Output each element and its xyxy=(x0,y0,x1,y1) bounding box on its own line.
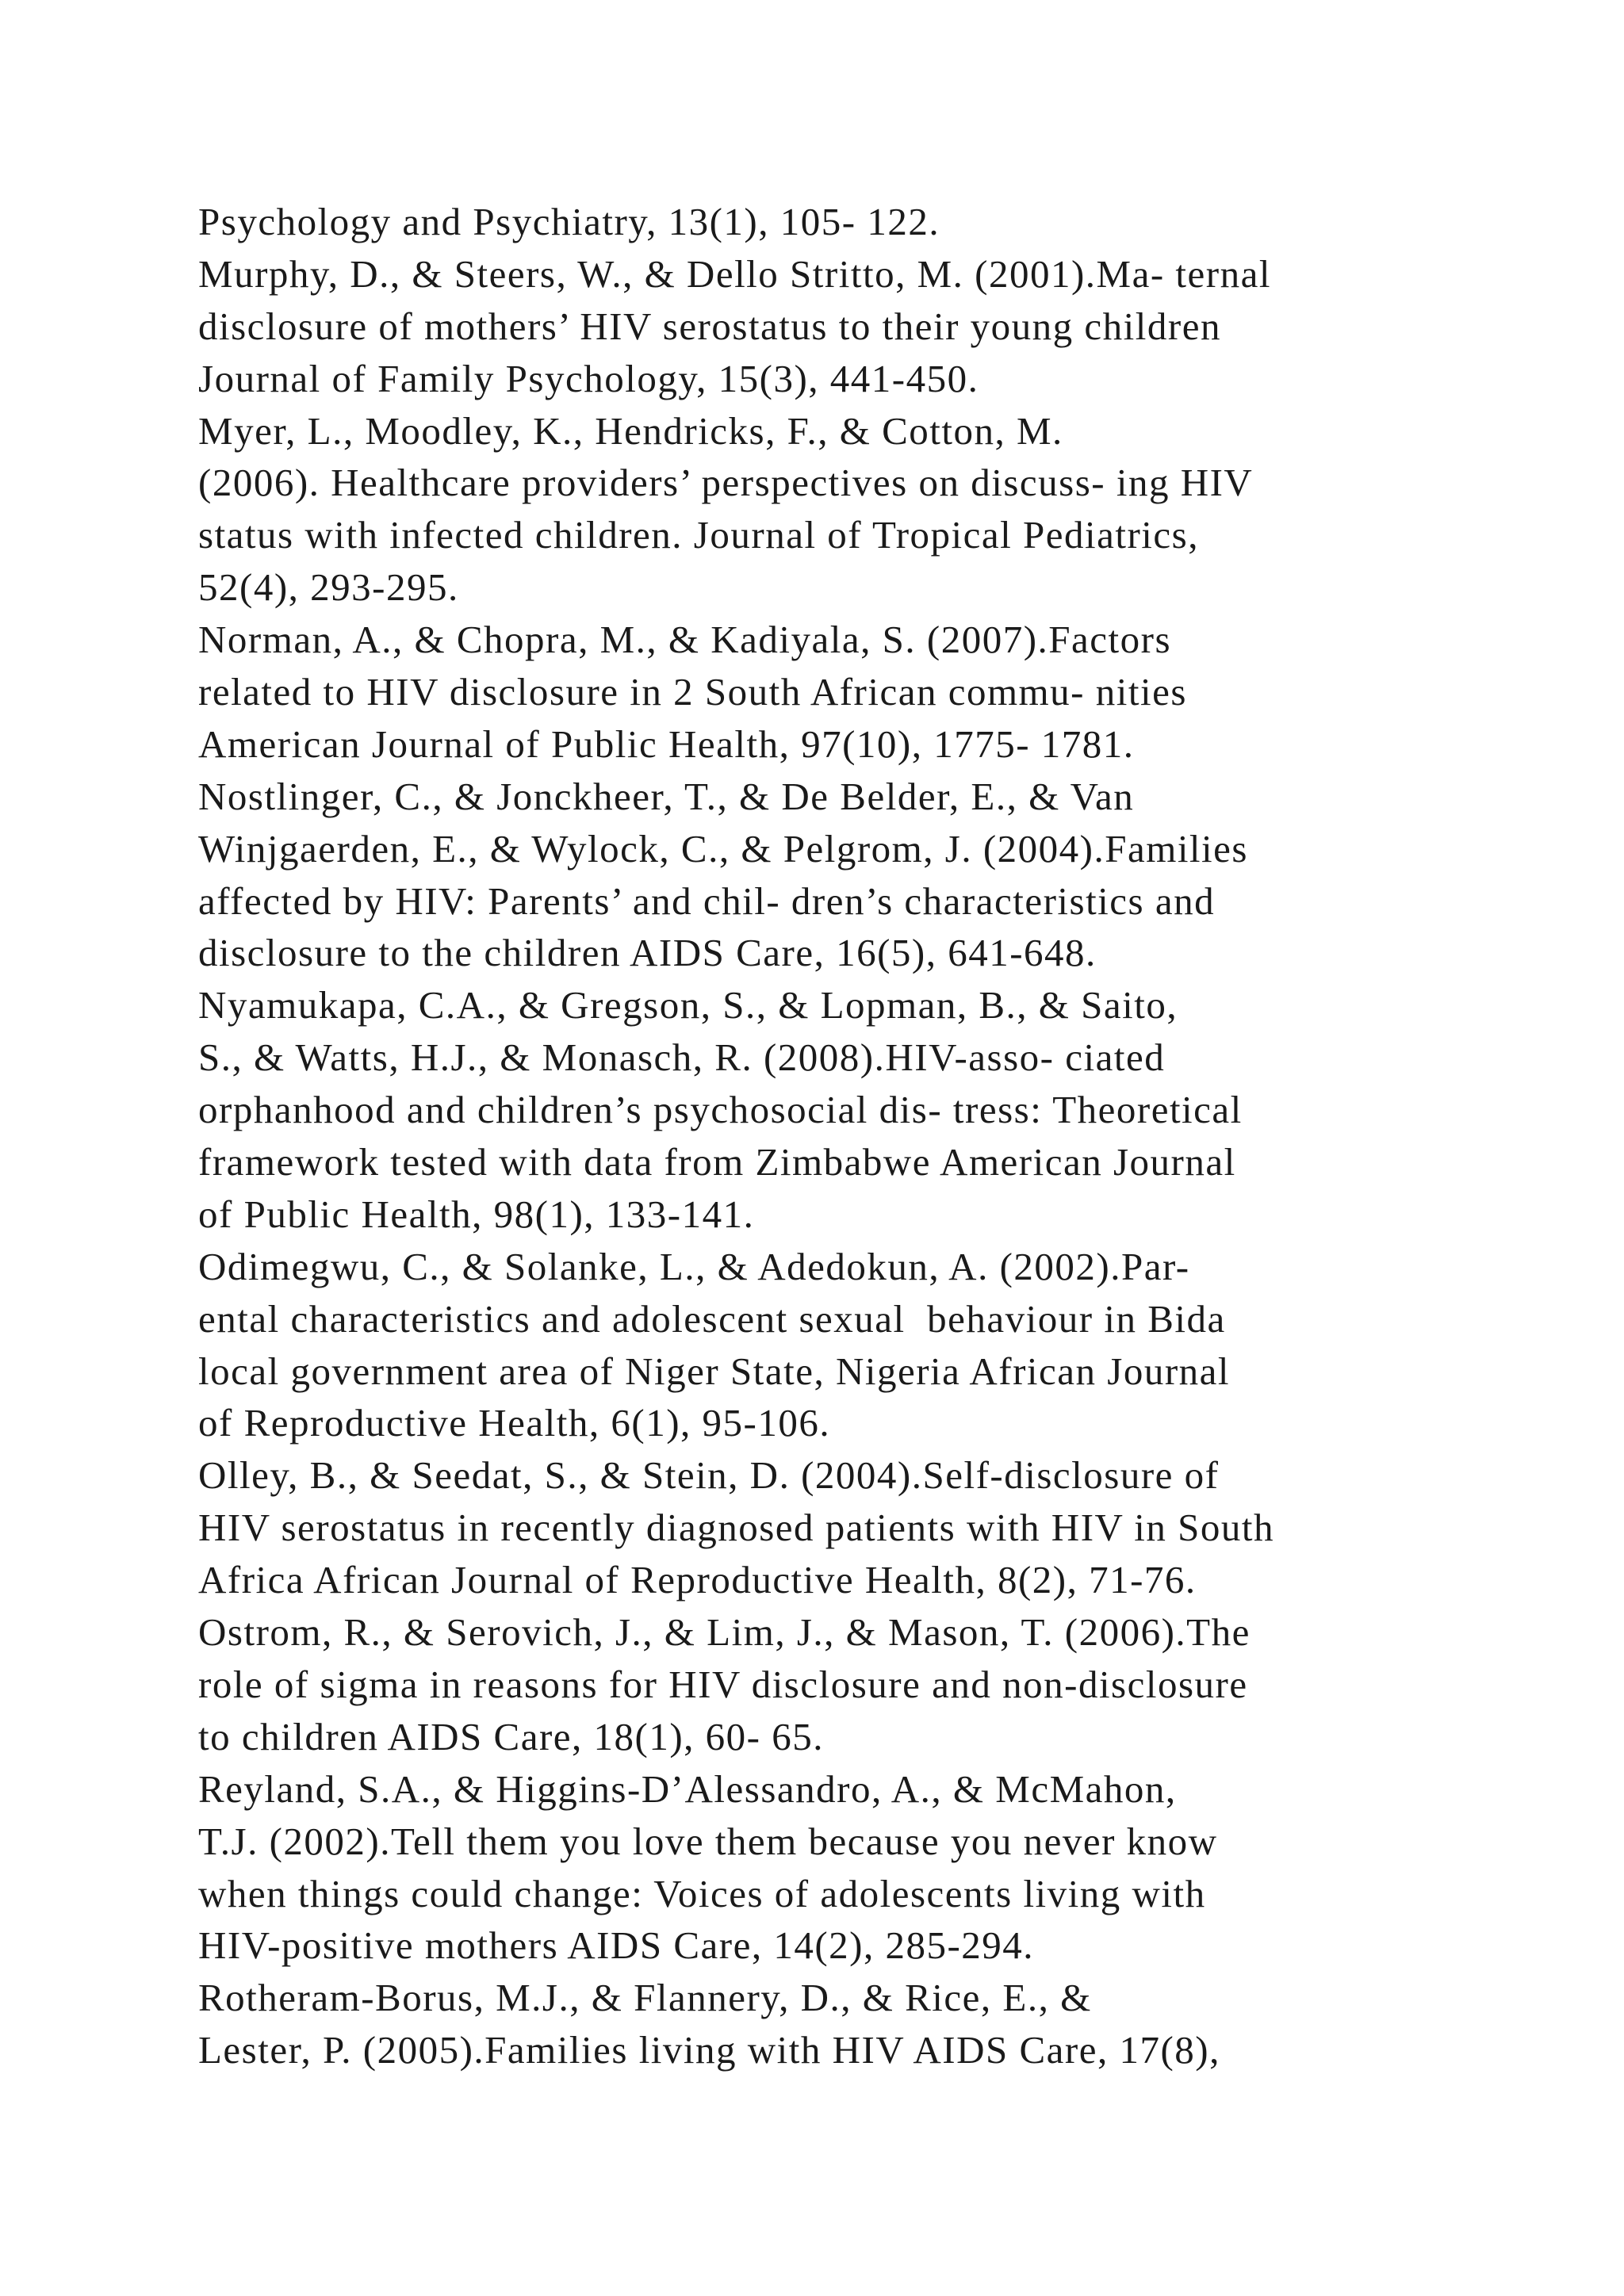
reference-line: T.J. (2002).Tell them you love them because you never know xyxy=(198,1819,1218,1863)
reference-line: Lester, P. (2005).Families living with HIV AIDS Care, 17(8), xyxy=(198,2028,1220,2072)
reference-line: Olley, B., & Seedat, S., & Stein, D. (2004).Self-disclosure of xyxy=(198,1453,1220,1498)
reference-line: disclosure to the children AIDS Care, 16(5), 641-648. xyxy=(198,931,1097,975)
reference-line: (2006). Healthcare providers’ perspectives on discuss- ing HIV xyxy=(198,461,1254,505)
reference-line: Ostrom, R., & Serovich, J., & Lim, J., & Mason, T. (2006).The xyxy=(198,1610,1251,1655)
reference-line: S., & Watts, H.J., & Monasch, R. (2008).HIV-asso- ciated xyxy=(198,1035,1166,1080)
reference-line: Africa African Journal of Reproductive Health, 8(2), 71-76. xyxy=(198,1558,1197,1602)
reference-line: of Public Health, 98(1), 133-141. xyxy=(198,1192,755,1236)
reference-line: affected by HIV: Parents’ and chil- dren’s characteristics and xyxy=(198,878,1216,923)
reference-line: to children AIDS Care, 18(1), 60- 65. xyxy=(198,1714,824,1758)
reference-line: Odimegwu, C., & Solanke, L., & Adedokun, A. (2002).Par- xyxy=(198,1244,1190,1288)
reference-line: 52(4), 293-295. xyxy=(198,565,459,610)
reference-line: Journal of Family Psychology, 15(3), 441-450. xyxy=(198,356,979,400)
reference-line: when things could change: Voices of adolescents living with xyxy=(198,1871,1206,1915)
reference-line: Psychology and Psychiatry, 13(1), 105- 122. xyxy=(198,200,940,243)
reference-line: Myer, L., Moodley, K., Hendricks, F., & Cotton, M. xyxy=(198,408,1063,453)
reference-line: orphanhood and children’s psychosocial dis- tress: Theoretical xyxy=(198,1088,1243,1132)
reference-line: American Journal of Public Health, 97(10), 1775- 1781. xyxy=(198,721,1135,766)
reference-line: Norman, A., & Chopra, M., & Kadiyala, S. (2007).Factors xyxy=(198,618,1172,662)
reference-line: ental characteristics and adolescent sexual behaviour in Bida xyxy=(198,1296,1226,1341)
reference-line: framework tested with data from Zimbabwe American Journal xyxy=(198,1140,1236,1184)
reference-line: disclosure of mothers’ HIV serostatus to their young children xyxy=(198,304,1221,348)
reference-line: Nyamukapa, C.A., & Gregson, S., & Lopman, B., & Saito, xyxy=(198,983,1178,1027)
reference-line: Nostlinger, C., & Jonckheer, T., & De Belder, E., & Van xyxy=(198,774,1135,818)
reference-line: role of sigma in reasons for HIV disclosure and non-disclosure xyxy=(198,1662,1248,1706)
reference-line: status with infected children. Journal of Tropical Pediatrics, xyxy=(198,513,1199,557)
reference-line: HIV serostatus in recently diagnosed patients with HIV in South xyxy=(198,1506,1274,1550)
reference-line: Murphy, D., & Steers, W., & Dello Stritto, M. (2001).Ma- ternal xyxy=(198,251,1271,296)
reference-line: HIV-positive mothers AIDS Care, 14(2), 285-294. xyxy=(198,1923,1035,1968)
reference-line: Reyland, S.A., & Higgins-D’Alessandro, A., & McMahon, xyxy=(198,1766,1177,1811)
reference-list xyxy=(198,196,1435,2076)
reference-line: local government area of Niger State, Nigeria African Journal xyxy=(198,1349,1231,1393)
reference-line: Winjgaerden, E., & Wylock, C., & Pelgrom, J. (2004).Families xyxy=(198,826,1248,871)
reference-line: of Reproductive Health, 6(1), 95-106. xyxy=(198,1401,831,1445)
reference-line: Rotheram-Borus, M.J., & Flannery, D., & Rice, E., & xyxy=(198,1976,1092,2020)
reference-line: related to HIV disclosure in 2 South African commu- nities xyxy=(198,670,1187,714)
